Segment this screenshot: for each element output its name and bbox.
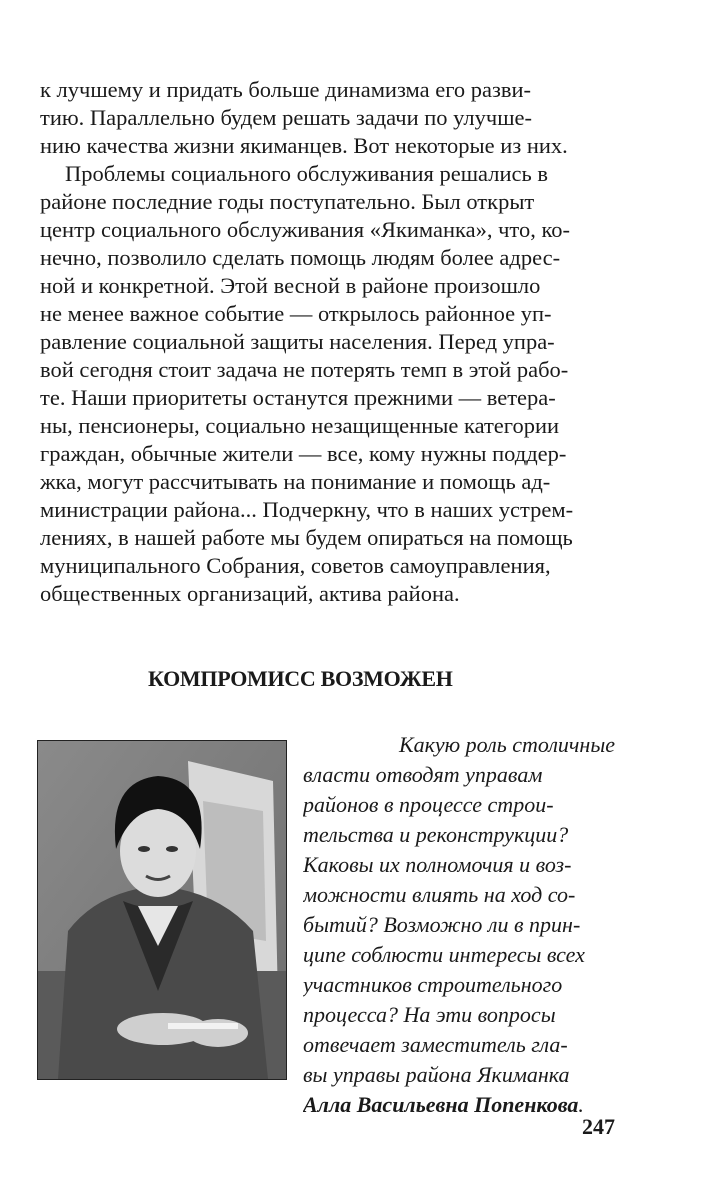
body-line: ной и конкретной. Этой весной в районе произошло [40, 273, 541, 298]
body-line: нечно, позволило сделать помощь людям более адрес- [40, 245, 561, 270]
body-line: к лучшему и придать больше динамизма его разви- [40, 77, 532, 102]
body-line: те. Наши приоритеты останутся прежними — ветера- [40, 385, 556, 410]
body-line: жка, могут рассчитывать на понимание и помощь ад- [40, 469, 551, 494]
body-line: районе последние годы поступательно. Был открыт [40, 189, 535, 214]
intro-line: Каковы их полномочия и воз- [303, 852, 572, 877]
body-line: ны, пенсионеры, социально незащищенные категории [40, 413, 560, 438]
page-number: 247 [582, 1114, 615, 1139]
intro-line: можности влиять на ход со- [303, 882, 576, 907]
portrait-photo [37, 740, 287, 1080]
body-line: центр социального обслуживания «Якиманка», что, ко- [40, 217, 571, 242]
intro-line: бытий? Возможно ли в прин- [303, 912, 581, 937]
intro-line: власти отводят управам [303, 762, 543, 787]
intro-line: процесса? На эти вопросы [303, 1002, 556, 1027]
intro-line: ципе соблюсти интересы всех [303, 942, 585, 967]
body-line: Проблемы социального обслуживания решались в [65, 161, 548, 186]
body-line: лениях, в нашей работе мы будем опираться на помощь [40, 525, 573, 550]
portrait-illustration [38, 741, 286, 1079]
section-heading: КОМПРОМИСС ВОЗМОЖЕН [148, 666, 453, 691]
intro-line: Какую роль столичные [398, 732, 615, 757]
interviewee-name: Алла Васильевна Попенкова [303, 1092, 579, 1117]
body-line: граждан, обычные жители — все, кому нужны поддер- [40, 441, 567, 466]
body-line: нию качества жизни якиманцев. Вот некоторые из них. [40, 133, 568, 158]
body-line: тию. Параллельно будем решать задачи по улучше- [40, 105, 533, 130]
body-line: равление социальной защиты населения. Перед упра- [40, 329, 555, 354]
name-period: . [578, 1092, 584, 1117]
intro-line: участников строительного [303, 972, 563, 997]
body-line: общественных организаций, актива района. [40, 581, 460, 606]
body-line: не менее важное событие — открылось районное уп- [40, 301, 552, 326]
intro-line: тельства и реконструкции? [303, 822, 569, 847]
body-line: муниципального Собрания, советов самоуправления, [40, 553, 551, 578]
intro-name-line [303, 1090, 615, 1120]
intro-line: вы управы района Якиманка [303, 1062, 570, 1087]
intro-line: районов в процессе строи- [303, 792, 554, 817]
intro-line: отвечает заместитель гла- [303, 1032, 568, 1057]
body-line: министрации района... Подчеркну, что в наших устрем- [40, 497, 574, 522]
body-line: вой сегодня стоит задача не потерять темп в этой рабо- [40, 357, 569, 382]
